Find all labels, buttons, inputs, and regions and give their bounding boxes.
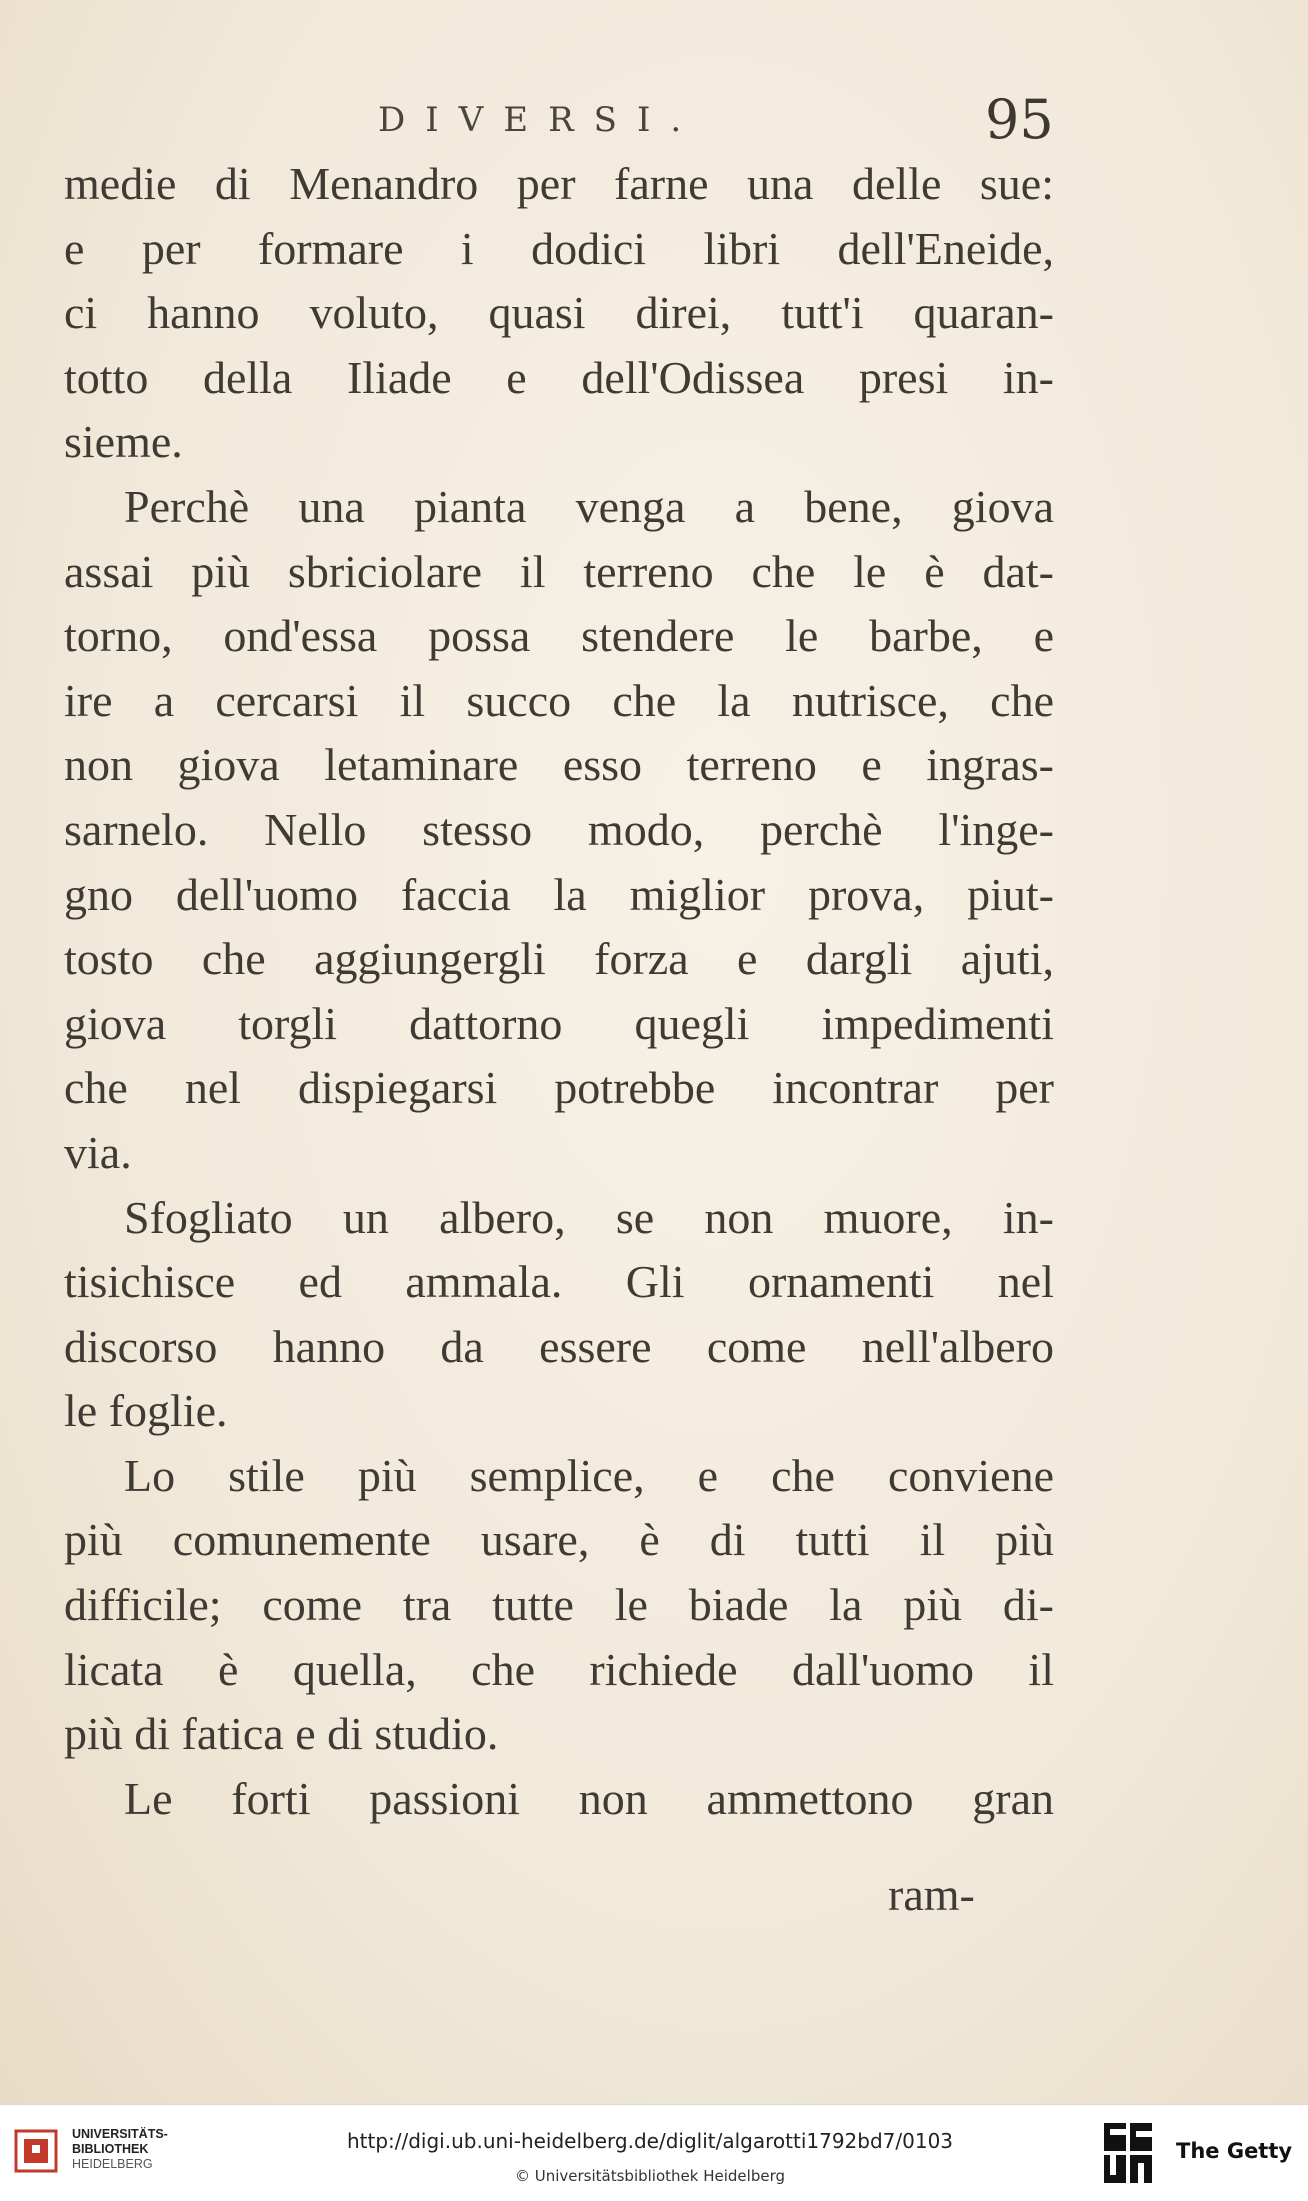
body-text — [64, 152, 1054, 1831]
text-line: torno, ond'essa possa stendere le barbe, e — [64, 610, 1054, 662]
paragraph — [64, 1444, 1054, 1767]
paragraph — [64, 1186, 1054, 1444]
catchword: ram- — [888, 1869, 975, 1920]
paragraph — [64, 152, 1054, 475]
university-library-logo-icon — [14, 2127, 62, 2175]
text-line: e per formare i dodici libri dell'Eneide, — [64, 222, 1054, 274]
text-line: gno dell'uomo faccia la miglior prova, piut- — [64, 868, 1054, 920]
university-library-name: UNIVERSITÄTS- BIBLIOTHEK HEIDELBERG — [72, 2127, 168, 2171]
text-line: sieme. — [64, 416, 183, 468]
permalink-url[interactable]: http://digi.ub.uni-heidelberg.de/diglit/algarotti1792bd7/0103 — [346, 2129, 954, 2153]
text-line: licata è quella, che richiede dall'uomo il — [64, 1643, 1054, 1695]
text-line: discorso hanno da essere come nell'albero — [64, 1320, 1054, 1372]
text-line: via. — [64, 1126, 132, 1178]
paragraph — [64, 1767, 1054, 1832]
text-line: Perchè una pianta venga a bene, giova — [124, 480, 1054, 532]
getty-name: The Getty — [1176, 2139, 1293, 2163]
text-line: Le forti passioni non ammettono gran — [124, 1772, 1054, 1824]
running-head: DIVERSI. — [378, 100, 702, 140]
text-line: le foglie. — [64, 1385, 228, 1437]
text-line: giova torgli dattorno quegli impedimenti — [64, 997, 1054, 1049]
viewer-footer — [0, 2104, 1308, 2201]
text-line: tosto che aggiungergli forza e dargli ajuti, — [64, 933, 1054, 985]
text-line: che nel dispiegarsi potrebbe incontrar per — [64, 1062, 1054, 1114]
text-line: sarnelo. Nello stesso modo, perchè l'inge- — [64, 803, 1054, 855]
text-line: più comunemente usare, è di tutti il più — [64, 1514, 1054, 1566]
text-line: medie di Menandro per farne una delle sue: — [64, 158, 1054, 209]
page-number: 95 — [985, 88, 1054, 151]
text-line: ci hanno voluto, quasi direi, tutt'i quaran- — [64, 287, 1054, 339]
text-line: Sfogliato un albero, se non muore, in- — [124, 1191, 1054, 1243]
text-line: assai più sbriciolare il terreno che le è dat- — [64, 545, 1054, 597]
text-line: più di fatica e di studio. — [64, 1708, 499, 1760]
copyright-notice: © Universitätsbibliothek Heidelberg — [514, 2167, 785, 2185]
paragraph — [64, 475, 1054, 1186]
text-line: non giova letaminare esso terreno e ingras- — [64, 739, 1054, 791]
text-line: ire a cercarsi il succo che la nutrisce, che — [64, 674, 1054, 726]
text-line: Lo stile più semplice, e che conviene — [124, 1449, 1054, 1501]
text-line: tisichisce ed ammala. Gli ornamenti nel — [64, 1256, 1054, 1308]
text-line: difficile; come tra tutte le biade la più di- — [64, 1579, 1054, 1631]
getty-logo-icon — [1102, 2121, 1156, 2185]
text-line: totto della Iliade e dell'Odissea presi in- — [64, 351, 1054, 403]
